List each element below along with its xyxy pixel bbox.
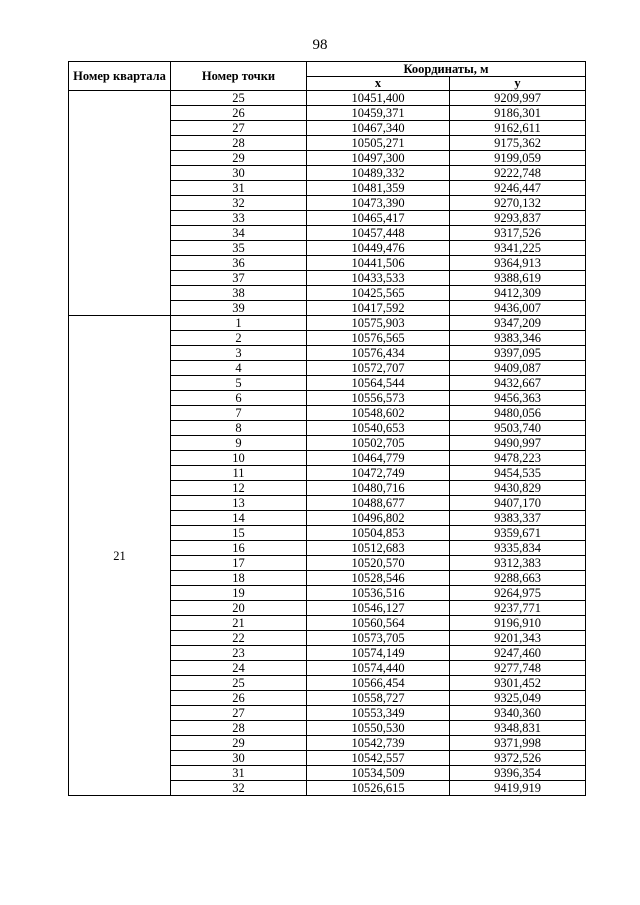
x-coordinate-cell: 10480,716 — [307, 481, 450, 496]
y-coordinate-cell: 9436,007 — [450, 301, 586, 316]
point-number-cell: 17 — [171, 556, 307, 571]
point-number-cell: 34 — [171, 226, 307, 241]
x-coordinate-cell: 10496,802 — [307, 511, 450, 526]
y-coordinate-cell: 9222,748 — [450, 166, 586, 181]
x-coordinate-cell: 10558,727 — [307, 691, 450, 706]
y-coordinate-cell: 9277,748 — [450, 661, 586, 676]
point-number-cell: 21 — [171, 616, 307, 631]
y-coordinate-cell: 9359,671 — [450, 526, 586, 541]
y-coordinate-cell: 9196,910 — [450, 616, 586, 631]
y-coordinate-cell: 9209,997 — [450, 91, 586, 106]
point-number-cell: 1 — [171, 316, 307, 331]
y-coordinate-cell: 9397,095 — [450, 346, 586, 361]
point-number-cell: 11 — [171, 466, 307, 481]
point-number-cell: 20 — [171, 601, 307, 616]
y-coordinate-cell: 9388,619 — [450, 271, 586, 286]
point-number-cell: 28 — [171, 136, 307, 151]
point-number-cell: 26 — [171, 106, 307, 121]
x-coordinate-cell: 10504,853 — [307, 526, 450, 541]
x-coordinate-cell: 10433,533 — [307, 271, 450, 286]
x-coordinate-cell: 10574,440 — [307, 661, 450, 676]
point-number-cell: 32 — [171, 781, 307, 796]
point-number-cell: 23 — [171, 646, 307, 661]
point-number-cell: 3 — [171, 346, 307, 361]
x-coordinate-cell: 10575,903 — [307, 316, 450, 331]
x-coordinate-cell: 10536,516 — [307, 586, 450, 601]
x-coordinate-cell: 10540,653 — [307, 421, 450, 436]
header-quarter-number: Номер квартала — [69, 62, 171, 91]
y-coordinate-cell: 9372,526 — [450, 751, 586, 766]
y-coordinate-cell: 9490,997 — [450, 436, 586, 451]
y-coordinate-cell: 9293,837 — [450, 211, 586, 226]
x-coordinate-cell: 10473,390 — [307, 196, 450, 211]
page-number: 98 — [312, 37, 328, 53]
point-number-cell: 37 — [171, 271, 307, 286]
point-number-cell: 22 — [171, 631, 307, 646]
y-coordinate-cell: 9478,223 — [450, 451, 586, 466]
x-coordinate-cell: 10576,565 — [307, 331, 450, 346]
x-coordinate-cell: 10465,417 — [307, 211, 450, 226]
y-coordinate-cell: 9432,667 — [450, 376, 586, 391]
x-coordinate-cell: 10573,705 — [307, 631, 450, 646]
y-coordinate-cell: 9237,771 — [450, 601, 586, 616]
point-number-cell: 35 — [171, 241, 307, 256]
x-coordinate-cell: 10472,749 — [307, 466, 450, 481]
x-coordinate-cell: 10417,592 — [307, 301, 450, 316]
x-coordinate-cell: 10489,332 — [307, 166, 450, 181]
y-coordinate-cell: 9341,225 — [450, 241, 586, 256]
y-coordinate-cell: 9409,087 — [450, 361, 586, 376]
y-coordinate-cell: 9162,611 — [450, 121, 586, 136]
y-coordinate-cell: 9325,049 — [450, 691, 586, 706]
y-coordinate-cell: 9407,170 — [450, 496, 586, 511]
point-number-cell: 16 — [171, 541, 307, 556]
point-number-cell: 30 — [171, 166, 307, 181]
point-number-cell: 39 — [171, 301, 307, 316]
x-coordinate-cell: 10576,434 — [307, 346, 450, 361]
y-coordinate-cell: 9264,975 — [450, 586, 586, 601]
x-coordinate-cell: 10534,509 — [307, 766, 450, 781]
point-number-cell: 13 — [171, 496, 307, 511]
point-number-cell: 5 — [171, 376, 307, 391]
y-coordinate-cell: 9480,056 — [450, 406, 586, 421]
point-number-cell: 31 — [171, 181, 307, 196]
point-number-cell: 28 — [171, 721, 307, 736]
y-coordinate-cell: 9247,460 — [450, 646, 586, 661]
y-coordinate-cell: 9288,663 — [450, 571, 586, 586]
x-coordinate-cell: 10502,705 — [307, 436, 450, 451]
x-coordinate-cell: 10526,615 — [307, 781, 450, 796]
x-coordinate-cell: 10425,565 — [307, 286, 450, 301]
x-coordinate-cell: 10528,546 — [307, 571, 450, 586]
point-number-cell: 9 — [171, 436, 307, 451]
x-coordinate-cell: 10451,400 — [307, 91, 450, 106]
y-coordinate-cell: 9246,447 — [450, 181, 586, 196]
x-coordinate-cell: 10546,127 — [307, 601, 450, 616]
y-coordinate-cell: 9347,209 — [450, 316, 586, 331]
point-number-cell: 12 — [171, 481, 307, 496]
point-number-cell: 27 — [171, 706, 307, 721]
point-number-cell: 26 — [171, 691, 307, 706]
point-number-cell: 29 — [171, 736, 307, 751]
x-coordinate-cell: 10542,557 — [307, 751, 450, 766]
x-coordinate-cell: 10542,739 — [307, 736, 450, 751]
x-coordinate-cell: 10556,573 — [307, 391, 450, 406]
point-number-cell: 30 — [171, 751, 307, 766]
y-coordinate-cell: 9364,913 — [450, 256, 586, 271]
point-number-cell: 36 — [171, 256, 307, 271]
x-coordinate-cell: 10441,506 — [307, 256, 450, 271]
point-number-cell: 6 — [171, 391, 307, 406]
y-coordinate-cell: 9175,362 — [450, 136, 586, 151]
x-coordinate-cell: 10497,300 — [307, 151, 450, 166]
y-coordinate-cell: 9312,383 — [450, 556, 586, 571]
x-coordinate-cell: 10464,779 — [307, 451, 450, 466]
y-coordinate-cell: 9456,363 — [450, 391, 586, 406]
y-coordinate-cell: 9301,452 — [450, 676, 586, 691]
x-coordinate-cell: 10574,149 — [307, 646, 450, 661]
x-coordinate-cell: 10457,448 — [307, 226, 450, 241]
coordinates-table — [68, 61, 586, 796]
header-y: y — [450, 77, 586, 91]
point-number-cell: 33 — [171, 211, 307, 226]
x-coordinate-cell: 10550,530 — [307, 721, 450, 736]
x-coordinate-cell: 10520,570 — [307, 556, 450, 571]
point-number-cell: 29 — [171, 151, 307, 166]
x-coordinate-cell: 10553,349 — [307, 706, 450, 721]
x-coordinate-cell: 10548,602 — [307, 406, 450, 421]
header-point-number: Номер точки — [171, 62, 307, 91]
point-number-cell: 24 — [171, 661, 307, 676]
y-coordinate-cell: 9396,354 — [450, 766, 586, 781]
point-number-cell: 2 — [171, 331, 307, 346]
y-coordinate-cell: 9340,360 — [450, 706, 586, 721]
y-coordinate-cell: 9317,526 — [450, 226, 586, 241]
table-row — [69, 316, 586, 331]
x-coordinate-cell: 10459,371 — [307, 106, 450, 121]
y-coordinate-cell: 9335,834 — [450, 541, 586, 556]
y-coordinate-cell: 9383,346 — [450, 331, 586, 346]
table-body — [69, 91, 586, 796]
point-number-cell: 31 — [171, 766, 307, 781]
x-coordinate-cell: 10566,454 — [307, 676, 450, 691]
y-coordinate-cell: 9503,740 — [450, 421, 586, 436]
y-coordinate-cell: 9383,337 — [450, 511, 586, 526]
y-coordinate-cell: 9348,831 — [450, 721, 586, 736]
x-coordinate-cell: 10564,544 — [307, 376, 450, 391]
header-x: x — [307, 77, 450, 91]
x-coordinate-cell: 10481,359 — [307, 181, 450, 196]
point-number-cell: 15 — [171, 526, 307, 541]
point-number-cell: 38 — [171, 286, 307, 301]
x-coordinate-cell: 10467,340 — [307, 121, 450, 136]
y-coordinate-cell: 9454,535 — [450, 466, 586, 481]
y-coordinate-cell: 9270,132 — [450, 196, 586, 211]
x-coordinate-cell: 10488,677 — [307, 496, 450, 511]
point-number-cell: 25 — [171, 91, 307, 106]
y-coordinate-cell: 9186,301 — [450, 106, 586, 121]
point-number-cell: 27 — [171, 121, 307, 136]
quarter-number-cell: 21 — [69, 316, 171, 796]
point-number-cell: 25 — [171, 676, 307, 691]
point-number-cell: 4 — [171, 361, 307, 376]
point-number-cell: 10 — [171, 451, 307, 466]
x-coordinate-cell: 10512,683 — [307, 541, 450, 556]
y-coordinate-cell: 9371,998 — [450, 736, 586, 751]
x-coordinate-cell: 10560,564 — [307, 616, 450, 631]
table-row — [69, 91, 586, 106]
point-number-cell: 32 — [171, 196, 307, 211]
point-number-cell: 7 — [171, 406, 307, 421]
point-number-cell: 14 — [171, 511, 307, 526]
point-number-cell: 18 — [171, 571, 307, 586]
y-coordinate-cell: 9201,343 — [450, 631, 586, 646]
point-number-cell: 19 — [171, 586, 307, 601]
y-coordinate-cell: 9199,059 — [450, 151, 586, 166]
x-coordinate-cell: 10505,271 — [307, 136, 450, 151]
point-number-cell: 8 — [171, 421, 307, 436]
y-coordinate-cell: 9430,829 — [450, 481, 586, 496]
quarter-number-cell — [69, 91, 171, 316]
y-coordinate-cell: 9412,309 — [450, 286, 586, 301]
x-coordinate-cell: 10572,707 — [307, 361, 450, 376]
y-coordinate-cell: 9419,919 — [450, 781, 586, 796]
header-coordinates: Координаты, м — [307, 62, 586, 77]
x-coordinate-cell: 10449,476 — [307, 241, 450, 256]
